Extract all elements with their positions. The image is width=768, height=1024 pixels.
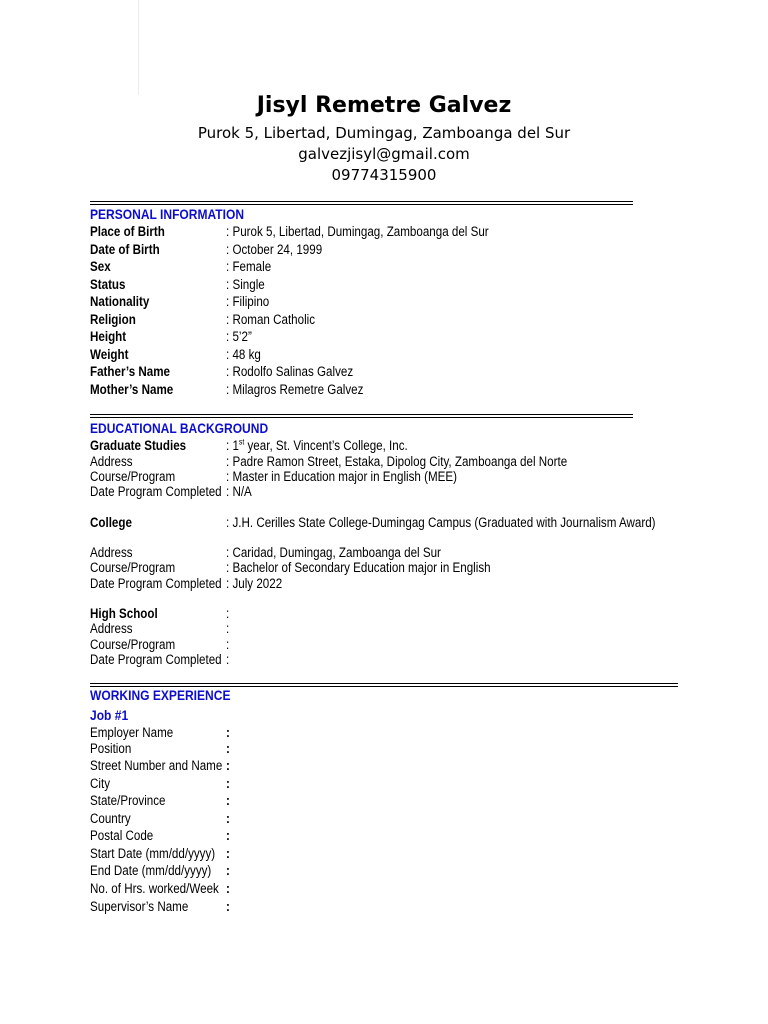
field-value: : — [226, 793, 230, 808]
field-value: : Single — [226, 277, 265, 292]
field-label: Father’s Name — [90, 364, 171, 379]
field-label: End Date (mm/dd/yyyy) — [90, 863, 212, 878]
field-label: Date Program Completed — [90, 576, 222, 591]
field-value: : — [226, 828, 230, 843]
applicant-address: Purok 5, Libertad, Dumingag, Zamboanga del Sur — [197, 124, 571, 142]
field-value: : Female — [226, 259, 272, 274]
field-value: : Padre Ramon Street, Estaka, Dipolog City, Zamboanga del Norte — [226, 454, 568, 469]
field-value: : July 2022 — [226, 576, 283, 591]
field-value: : Filipino — [226, 294, 270, 309]
field-label: Status — [90, 277, 126, 292]
field-label: Address — [90, 545, 133, 560]
field-value: : Milagros Remetre Galvez — [226, 382, 364, 397]
job-number-title: Job #1 — [90, 707, 129, 723]
field-label: Height — [90, 329, 127, 344]
field-label: Place of Birth — [90, 224, 165, 239]
field-label: Course/Program — [90, 469, 176, 484]
section-divider — [90, 414, 633, 418]
field-label: Street Number and Name — [90, 758, 223, 773]
field-value: : J.H. Cerilles State College-Dumingag Campus (Graduated with Journalism Award) — [226, 515, 656, 530]
field-value: : — [226, 863, 230, 878]
section-title-education: EDUCATIONAL BACKGROUND — [90, 420, 269, 436]
field-label: Religion — [90, 312, 136, 327]
field-value: : Caridad, Dumingag, Zamboanga del Sur — [226, 545, 441, 560]
field-value: : 1st year, St. Vincent’s College, Inc. — [226, 437, 408, 453]
applicant-name: Jisyl Remetre Galvez — [256, 93, 512, 118]
section-title-personal: PERSONAL INFORMATION — [90, 206, 245, 222]
field-value: : — [226, 899, 230, 914]
field-value: : — [226, 725, 230, 740]
field-label: Graduate Studies — [90, 438, 187, 453]
field-label: Mother’s Name — [90, 382, 174, 397]
field-label: Start Date (mm/dd/yyyy) — [90, 846, 216, 861]
field-label: Address — [90, 454, 133, 469]
section-title-work: WORKING EXPERIENCE — [90, 687, 231, 703]
field-value: : Purok 5, Libertad, Dumingag, Zamboanga del Sur — [226, 224, 489, 239]
field-label: High School — [90, 606, 158, 621]
field-value: : — [226, 652, 230, 667]
field-value: : — [226, 606, 230, 621]
field-label: No. of Hrs. worked/Week — [90, 881, 219, 896]
field-value: : Rodolfo Salinas Galvez — [226, 364, 354, 379]
field-label: Employer Name — [90, 725, 174, 740]
field-label: Date Program Completed — [90, 652, 222, 667]
field-label: State/Province — [90, 793, 166, 808]
page-edge-line — [138, 0, 139, 95]
field-value: : N/A — [226, 484, 252, 499]
field-value: : Bachelor of Secondary Education major in English — [226, 560, 491, 575]
field-value: : — [226, 881, 230, 896]
field-value: : — [226, 811, 230, 826]
field-value: : — [226, 846, 230, 861]
field-label: Weight — [90, 347, 129, 362]
field-value: : 5’2” — [226, 329, 252, 344]
field-value: : — [226, 637, 230, 652]
field-value: : — [226, 741, 230, 756]
field-label: Course/Program — [90, 637, 176, 652]
field-value: : — [226, 776, 230, 791]
field-label: Postal Code — [90, 828, 154, 843]
field-value: : — [226, 621, 230, 636]
field-label: Course/Program — [90, 560, 176, 575]
field-value: : Master in Education major in English (MEE) — [226, 469, 458, 484]
field-label: Date of Birth — [90, 242, 160, 257]
field-label: College — [90, 515, 132, 530]
field-label: Sex — [90, 259, 111, 274]
field-label: Address — [90, 621, 133, 636]
field-label: Supervisor’s Name — [90, 899, 189, 914]
field-label: Date Program Completed — [90, 484, 222, 499]
field-label: Country — [90, 811, 131, 826]
field-value: : Roman Catholic — [226, 312, 316, 327]
field-label: City — [90, 776, 110, 791]
field-label: Nationality — [90, 294, 150, 309]
applicant-phone: 09774315900 — [331, 166, 437, 184]
field-value: : — [226, 758, 230, 773]
field-value: : October 24, 1999 — [226, 242, 323, 257]
field-value: : 48 kg — [226, 347, 261, 362]
applicant-email: galvezjisyl@gmail.com — [298, 145, 470, 163]
field-label: Position — [90, 741, 132, 756]
